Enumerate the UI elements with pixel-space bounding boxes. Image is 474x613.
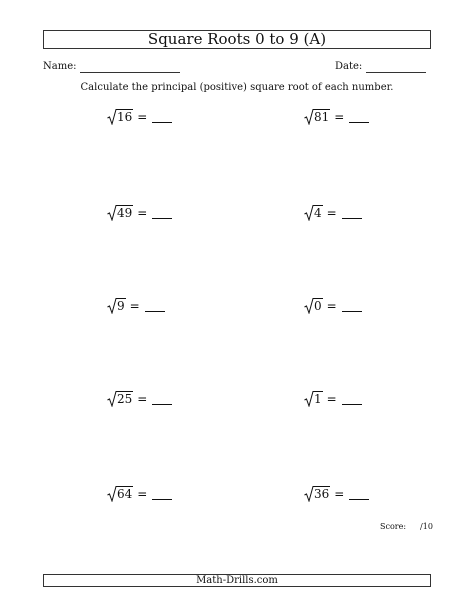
equals-sign: = (326, 299, 337, 313)
answer-blank (152, 487, 172, 500)
answer-blank (152, 110, 172, 123)
date-label: Date: (335, 61, 363, 72)
problem-5 (107, 298, 165, 314)
instructions: Calculate the principal (positive) square root of each number. (80, 82, 394, 93)
radical-sign (304, 486, 330, 502)
radicand: 9 (117, 299, 125, 313)
answer-blank (342, 392, 362, 405)
name-label: Name: (43, 61, 77, 72)
radicand: 0 (314, 299, 322, 313)
answer-blank (342, 206, 362, 219)
radicand: 4 (314, 206, 322, 220)
problem-7 (107, 391, 172, 407)
radical-sign (107, 391, 133, 407)
radicand: 16 (117, 110, 133, 124)
date-field (335, 61, 426, 73)
radical-sign (304, 298, 323, 314)
radical-sign (304, 109, 330, 125)
equals-sign: = (137, 110, 148, 124)
score-area (380, 522, 433, 532)
radicand: 36 (314, 487, 330, 501)
radical-sign (304, 391, 323, 407)
radical-sign (304, 205, 323, 221)
equals-sign: = (129, 299, 140, 313)
answer-blank (349, 487, 369, 500)
answer-blank (342, 299, 362, 312)
radicand: 49 (117, 206, 133, 220)
radical-sign (107, 486, 133, 502)
problem-3 (107, 205, 172, 221)
score-label: Score: (380, 522, 407, 531)
radical-sign (107, 298, 126, 314)
equals-sign: = (334, 110, 345, 124)
problem-2 (304, 109, 369, 125)
equals-sign: = (326, 206, 337, 220)
equals-sign: = (137, 392, 148, 406)
equals-sign: = (334, 487, 345, 501)
answer-blank (152, 206, 172, 219)
date-blank-line (366, 62, 426, 73)
equals-sign: = (137, 206, 148, 220)
radicand: 25 (117, 392, 133, 406)
footer-brand: Math-Drills.com (43, 574, 431, 587)
problem-1 (107, 109, 172, 125)
answer-blank (349, 110, 369, 123)
radicand: 81 (314, 110, 330, 124)
problem-8 (304, 391, 362, 407)
problem-4 (304, 205, 362, 221)
problem-10 (304, 486, 369, 502)
problem-6 (304, 298, 362, 314)
radicand: 1 (314, 392, 322, 406)
radical-sign (107, 205, 133, 221)
name-field (43, 61, 180, 73)
answer-blank (145, 299, 165, 312)
worksheet-title: Square Roots 0 to 9 (A) (43, 30, 431, 49)
radicand: 64 (117, 487, 133, 501)
answer-blank (152, 392, 172, 405)
equals-sign: = (326, 392, 337, 406)
name-blank-line (80, 62, 180, 73)
problem-9 (107, 486, 172, 502)
score-total: /10 (420, 522, 433, 531)
equals-sign: = (137, 487, 148, 501)
radical-sign (107, 109, 133, 125)
